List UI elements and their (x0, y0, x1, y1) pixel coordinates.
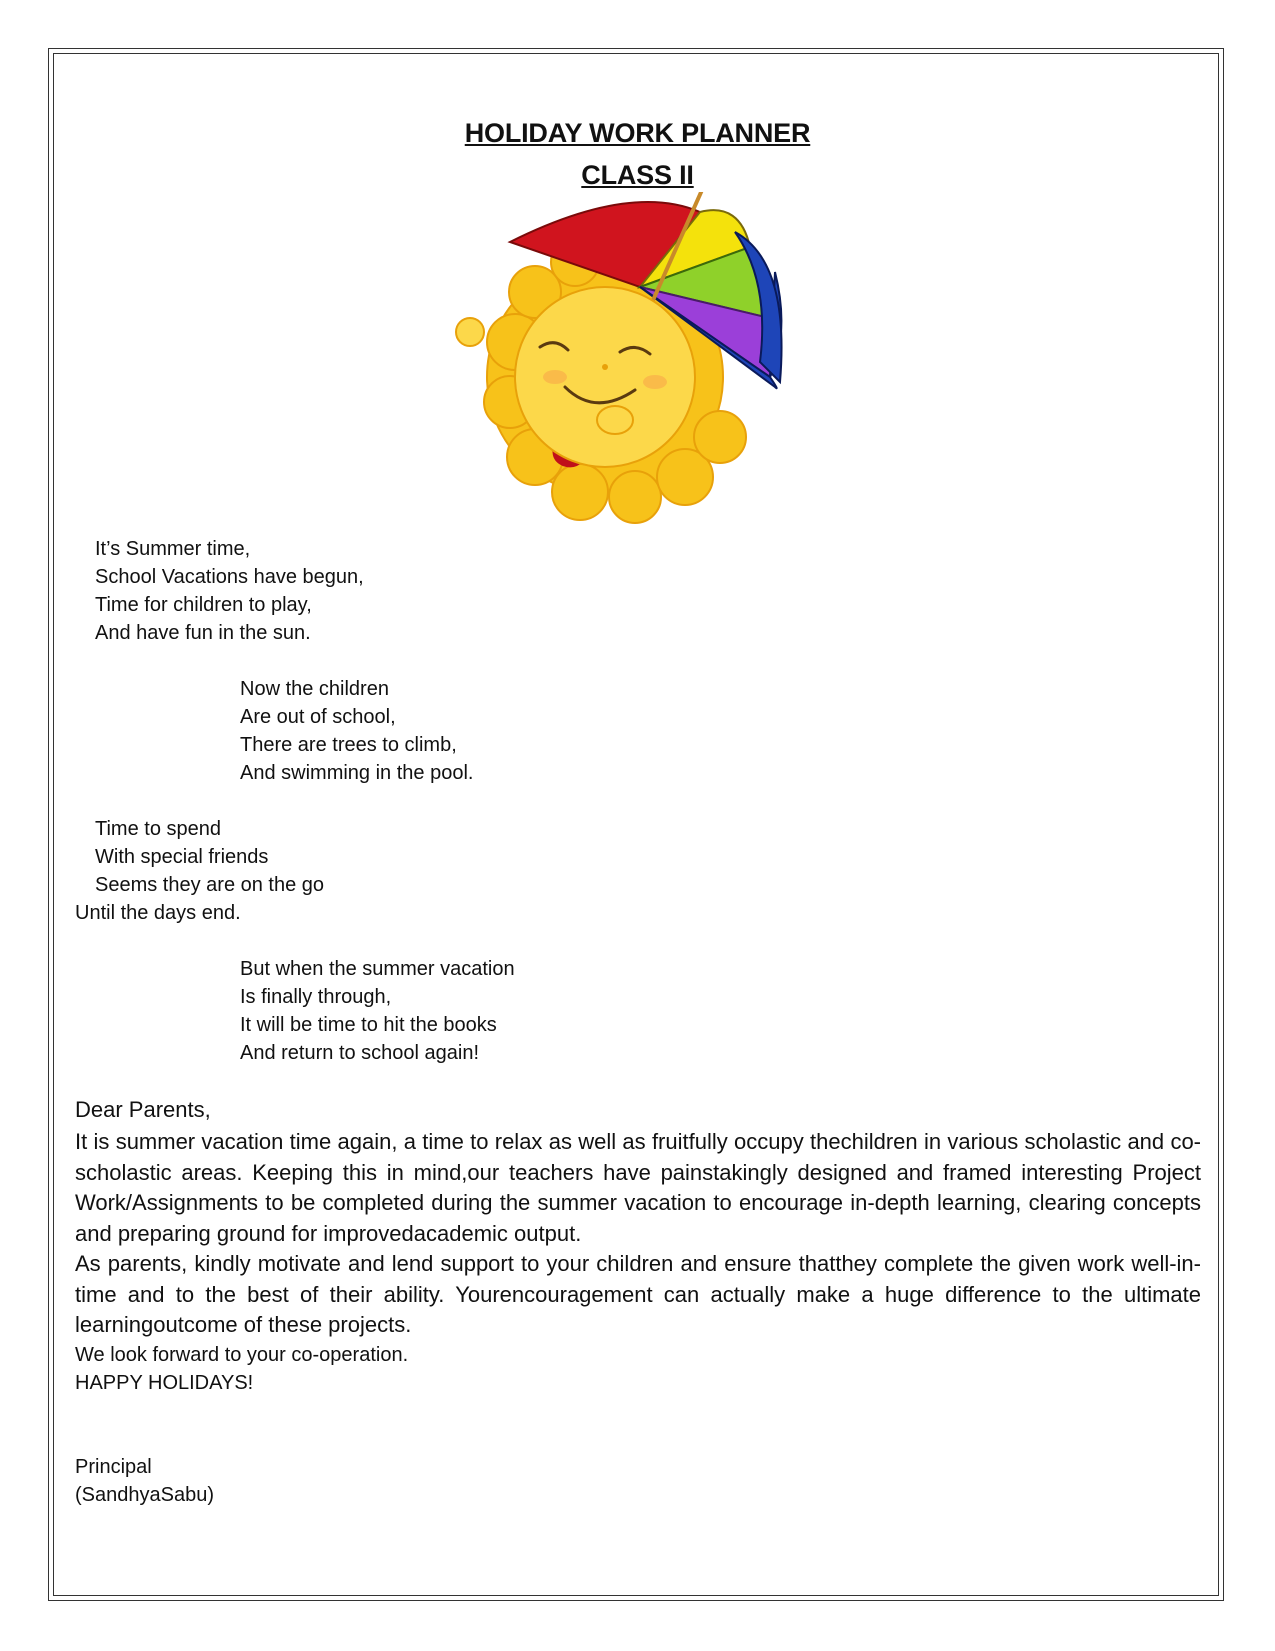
poem-stanza-2 (240, 675, 473, 787)
poem-line: Are out of school, (240, 706, 396, 728)
poem-line: Time for children to play, (95, 594, 312, 616)
poem-line: It will be time to hit the books (240, 1014, 497, 1036)
signature-name: (SandhyaSabu) (75, 1484, 214, 1506)
poem-line: Now the children (240, 678, 389, 700)
poem-line: Time to spend (95, 818, 221, 840)
poem-line: School Vacations have begun, (95, 566, 364, 588)
page-title: HOLIDAY WORK PLANNER (464, 118, 811, 148)
poem-line: But when the summer vacation (240, 958, 515, 980)
poem-line: And return to school again! (240, 1042, 480, 1064)
signature-title: Principal (75, 1456, 152, 1478)
happy-holidays-line: HAPPY HOLIDAYS! (75, 1372, 254, 1394)
sun-face (515, 287, 695, 467)
letter-greeting: Dear Parents, (75, 1097, 211, 1122)
letter-paragraph-2: As parents, kindly motivate and lend support to your children and ensure thatthey complete the given work well-in-time and to the best of their ability. Yourencouragement can actually make a huge difference to the ultimate learningoutcome of these projects. (75, 1251, 1201, 1337)
poem-line: It’s Summer time, (95, 538, 251, 560)
poem-line: And have fun in the sun. (95, 622, 311, 644)
poem-line: With special friends (95, 846, 269, 868)
letter-paragraph-1: It is summer vacation time again, a time to relax as well as fruitfully occupy thechildren in various scholastic and co-scholastic areas. Keeping this in mind,our teachers have painstakingly designed and framed interesting Project Work/Assignments to be completed during the summer vacation to encourage in-depth learning, clearing concepts and preparing ground for improvedacademic output. (75, 1129, 1201, 1246)
class-subtitle: CLASS II (581, 160, 694, 190)
poem-stanza-1 (95, 535, 364, 647)
poem-line: Is finally through, (240, 986, 392, 1008)
poem-stanza-3 (75, 815, 325, 927)
poem-line: And swimming in the pool. (240, 762, 474, 784)
poem-line: Seems they are on the go (95, 874, 325, 896)
cooperation-line: We look forward to your co-operation. (75, 1344, 409, 1366)
poem-line: There are trees to climb, (240, 734, 457, 756)
poem-stanza-4 (240, 955, 515, 1067)
poem-line: Until the days end. (75, 902, 241, 924)
smiling-sun-with-umbrella-icon (440, 192, 830, 537)
